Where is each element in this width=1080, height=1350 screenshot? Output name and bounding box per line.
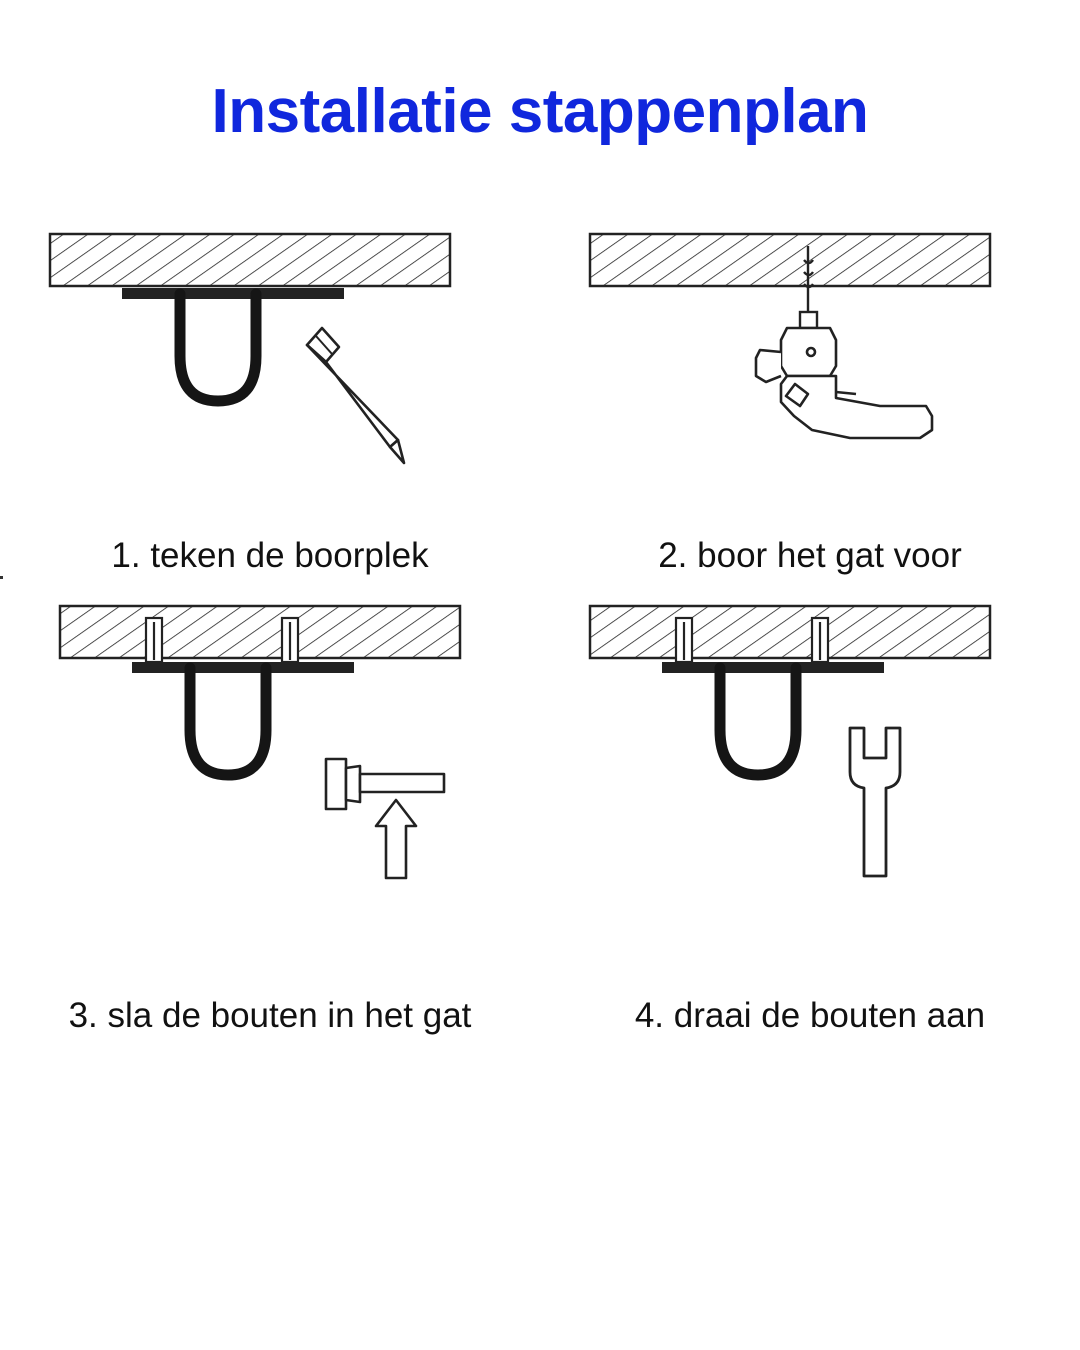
- steps-grid: [0, 216, 1080, 1036]
- step-1-caption: 1. teken de boorplek: [111, 536, 429, 576]
- open-end-wrench-icon: [850, 728, 900, 876]
- step-card-4: [540, 576, 1080, 1036]
- hatched-ceiling-icon: [50, 234, 450, 286]
- mounting-plate-icon: [122, 288, 344, 299]
- step-3-illustration: [40, 576, 500, 996]
- step-2-illustration: [580, 216, 1040, 526]
- hatched-ceiling-icon: [60, 606, 460, 658]
- page-title: Installatie stappenplan: [211, 77, 869, 146]
- u-bolt-icon: [190, 668, 266, 775]
- step-card-2: [540, 216, 1080, 576]
- hatched-ceiling-icon: [590, 234, 990, 286]
- mounting-plate-icon: [662, 662, 884, 673]
- u-bolt-icon: [720, 668, 796, 775]
- up-arrow-icon: [376, 800, 416, 878]
- power-drill-icon: [756, 328, 932, 438]
- mounting-plate-icon: [132, 662, 354, 673]
- step-2-caption: 2. boor het gat voor: [658, 536, 962, 576]
- step-3-caption: 3. sla de bouten in het gat: [68, 996, 472, 1036]
- step-4-illustration: [580, 576, 1040, 996]
- u-bolt-icon: [180, 294, 256, 401]
- step-4-caption: 4. draai de bouten aan: [634, 996, 986, 1036]
- step-1-illustration: [40, 216, 500, 526]
- hammer-icon: [326, 759, 444, 809]
- decorative-dot: [0, 576, 3, 579]
- step-card-1: [0, 216, 540, 576]
- step-card-3: [0, 576, 540, 1036]
- hatched-ceiling-icon: [590, 606, 990, 658]
- marker-pen-icon: [307, 328, 404, 463]
